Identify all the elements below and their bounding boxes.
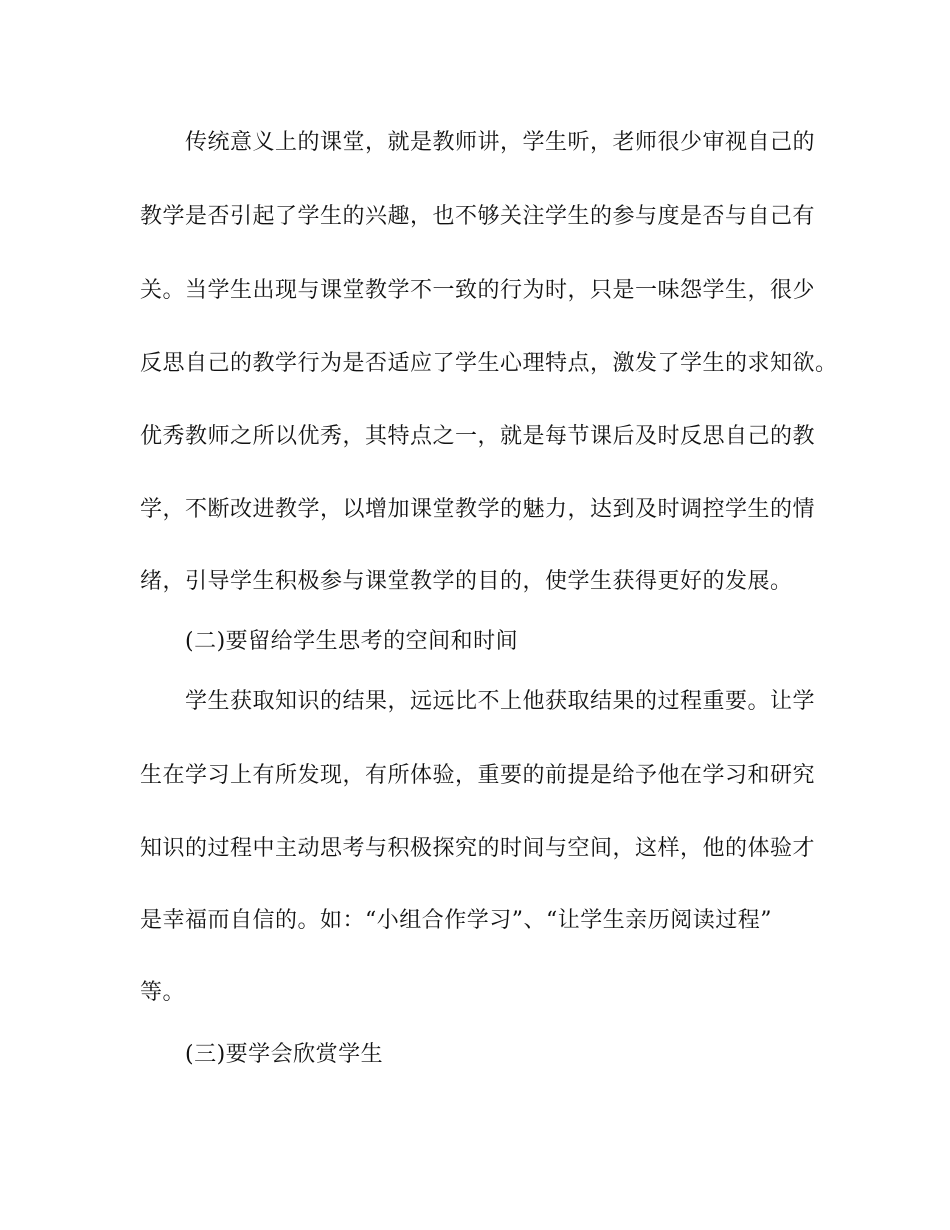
paragraph-2-line-4: 是幸福而自信的。如：“小组合作学习”、“让学生亲历阅读过程” [140, 908, 772, 933]
paragraph-2-line-2: 生在学习上有所发现，有所体验，重要的前提是给予他在学习和研究 [140, 763, 816, 788]
paragraph-2-line-1: 学生获取知识的结果，远远比不上他获取结果的过程重要。让学 [185, 689, 816, 714]
paragraph-1-line-6: 学，不断改进教学，以增加课堂教学的魅力，达到及时调控学生的情 [140, 497, 816, 522]
section-heading-3: (三)要学会欣赏学生 [185, 1042, 384, 1067]
paragraph-2-line-3: 知识的过程中主动思考与积极探究的时间与空间，这样，他的体验才 [140, 836, 816, 861]
paragraph-2-line-5: 等。 [140, 980, 186, 1005]
paragraph-1-line-1: 传统意义上的课堂，就是教师讲，学生听，老师很少审视自己的 [185, 130, 816, 155]
paragraph-1-line-4: 反思自己的教学行为是否适应了学生心理特点，激发了学生的求知欲。 [140, 351, 838, 376]
paragraph-1-line-3: 关。当学生出现与课堂教学不一致的行为时，只是一味怨学生，很少 [140, 278, 816, 303]
paragraph-1-line-7: 绪，引导学生积极参与课堂教学的目的，使学生获得更好的发展。 [140, 569, 793, 594]
section-heading-2: (二)要留给学生思考的空间和时间 [185, 629, 519, 654]
paragraph-1-line-5: 优秀教师之所以优秀，其特点之一，就是每节课后及时反思自己的教 [140, 424, 816, 449]
paragraph-1-line-2: 教学是否引起了学生的兴趣，也不够关注学生的参与度是否与自己有 [140, 204, 816, 229]
